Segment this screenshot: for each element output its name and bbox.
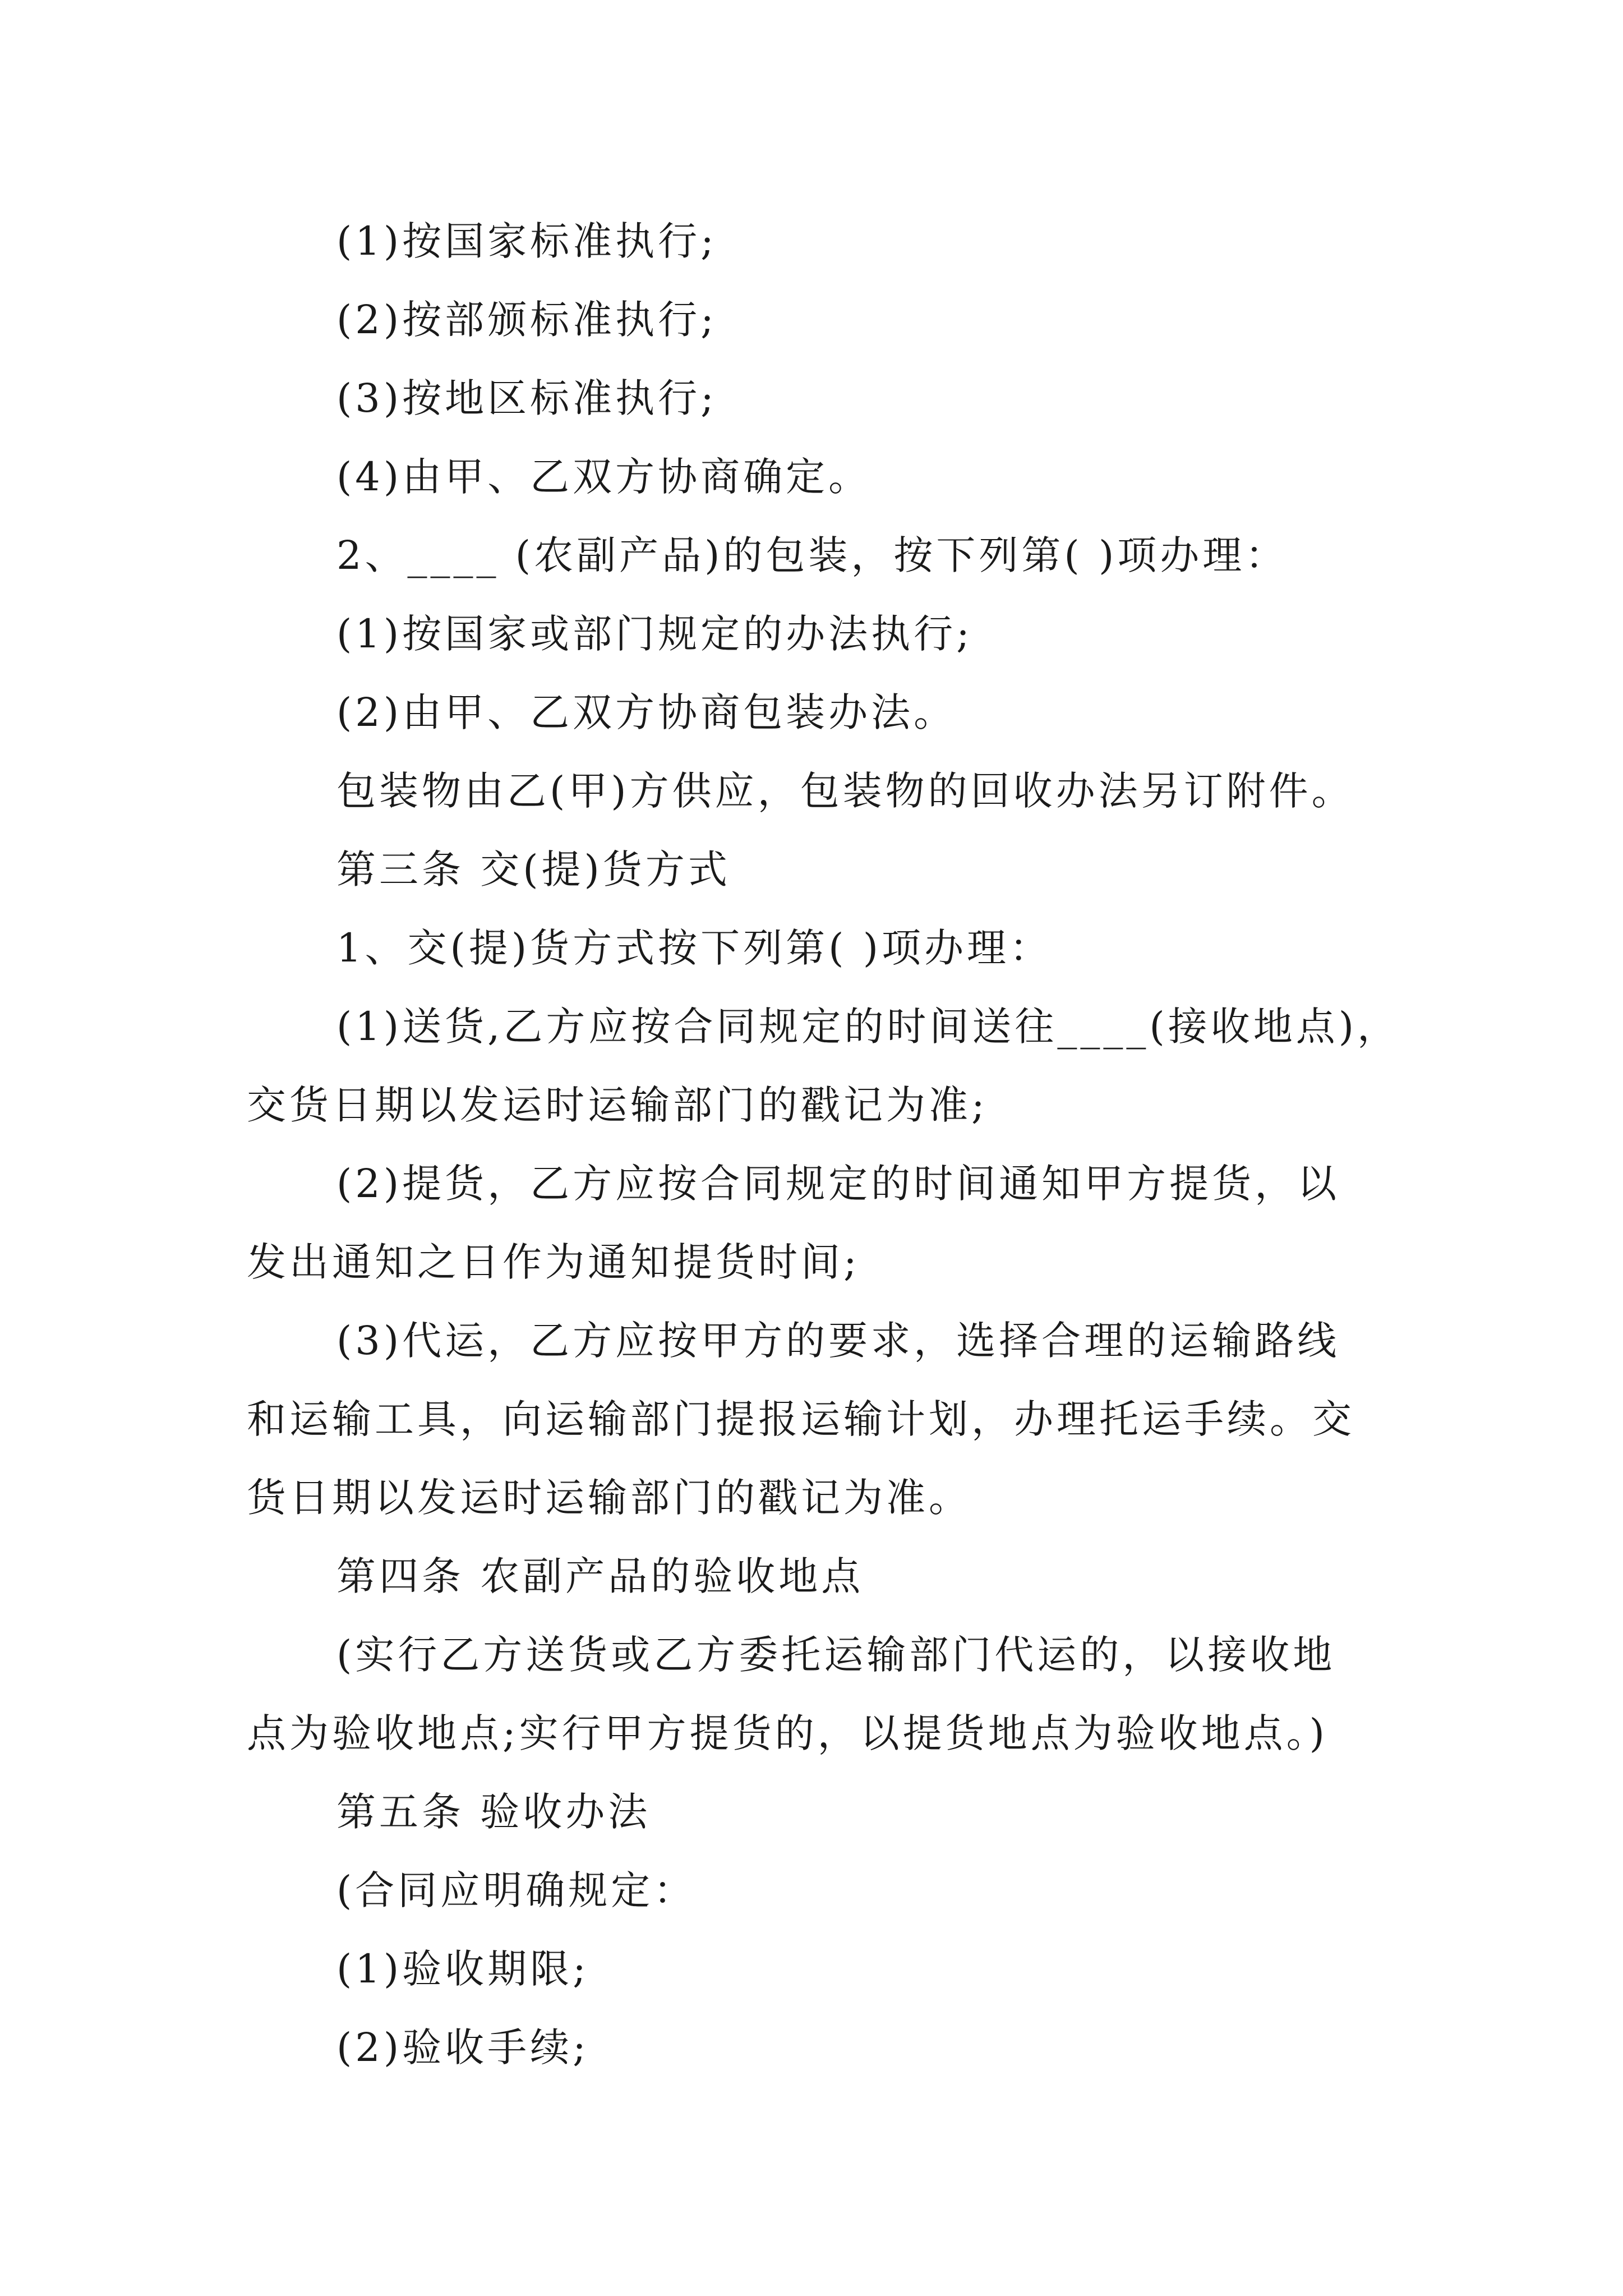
text-line: (1)按国家或部门规定的办法执行; xyxy=(336,611,973,657)
text-line: (1)验收期限; xyxy=(336,1946,589,1992)
text-line: 交货日期以发运时运输部门的戳记为准; xyxy=(247,1082,988,1128)
text-line: (2)提货，乙方应按合同规定的时间通知甲方提货，以 xyxy=(336,1161,1340,1207)
text-line: 货日期以发运时运输部门的戳记为准。 xyxy=(247,1475,971,1521)
text-line: 1、交(提)货方式按下列第( )项办理： xyxy=(336,925,1053,971)
text-line: (1)按国家标准执行; xyxy=(336,218,717,264)
section-heading: 第五条 验收办法 xyxy=(336,1789,651,1835)
text-line: (3)按地区标准执行; xyxy=(336,375,717,421)
text-line: 包装物由乙(甲)方供应，包装物的回收办法另订附件。 xyxy=(336,768,1354,814)
text-line: 点为验收地点;实行甲方提货的，以提货地点为验收地点。) xyxy=(247,1710,1328,1756)
text-line: 发出通知之日作为通知提货时间; xyxy=(247,1239,860,1285)
section-heading: 第四条 农副产品的验收地点 xyxy=(336,1553,864,1599)
text-line: (1)送货,乙方应按合同规定的时间送往____(接收地点)， xyxy=(336,1004,1400,1050)
section-heading: 第三条 交(提)货方式 xyxy=(336,846,731,892)
text-line: (3)代运，乙方应按甲方的要求，选择合理的运输路线 xyxy=(336,1318,1340,1364)
text-line: (合同应明确规定： xyxy=(336,1867,697,1913)
text-line: (4)由甲、乙双方协商确定。 xyxy=(336,454,872,500)
text-line: (实行乙方送货或乙方委托运输部门代运的，以接收地 xyxy=(336,1632,1336,1678)
text-line: (2)验收手续; xyxy=(336,2024,589,2070)
text-line: (2)由甲、乙双方协商包装办法。 xyxy=(336,689,957,735)
text-line: (2)按部颁标准执行; xyxy=(336,297,717,343)
text-line: 和运输工具，向运输部门提报运输计划，办理托运手续。交 xyxy=(247,1396,1355,1442)
text-line: 2、____ (农副产品)的包装，按下列第( )项办理： xyxy=(336,532,1288,578)
